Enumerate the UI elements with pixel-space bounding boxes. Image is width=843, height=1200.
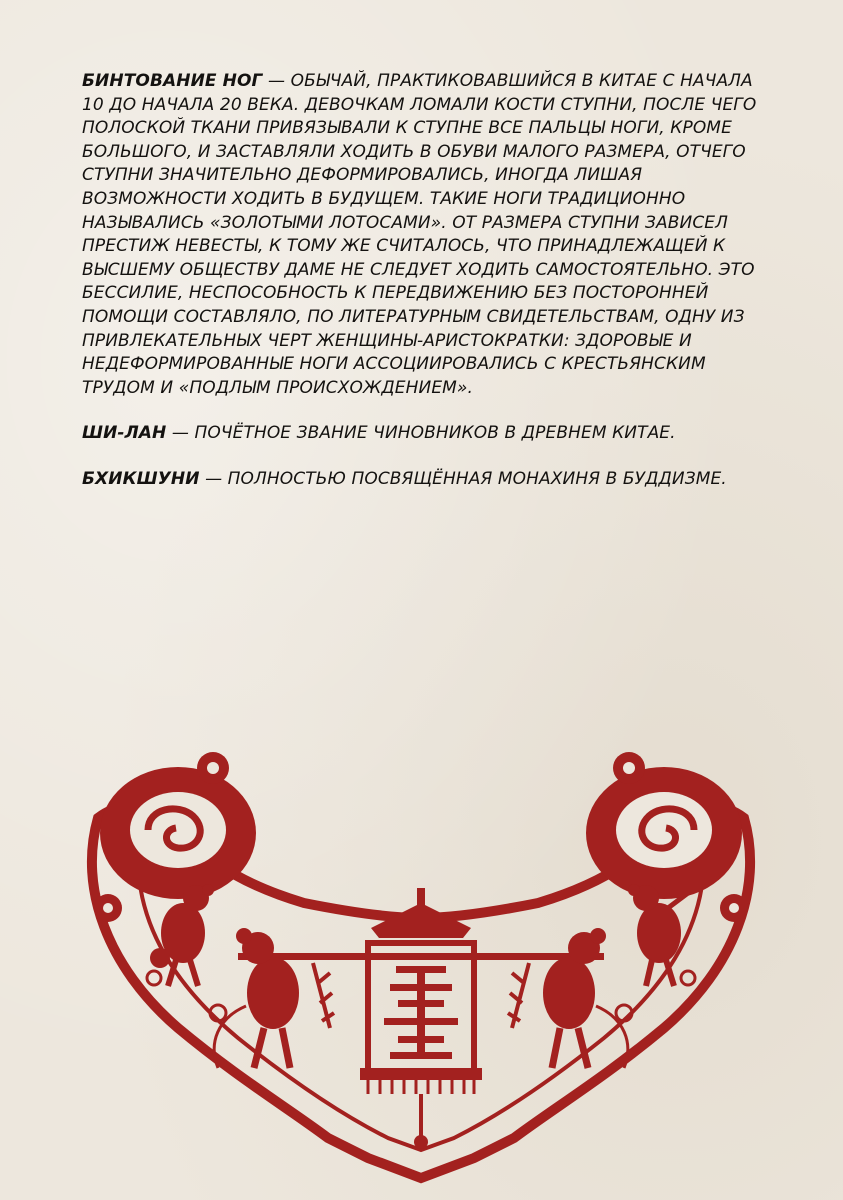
glossary-definition: — ПОЧЁТНОЕ ЗВАНИЕ ЧИНОВНИКОВ В ДРЕВНЕМ КИТАЕ.: [166, 423, 676, 444]
paper-cut-rats-wedding-icon: [68, 738, 774, 1190]
glossary-note-bhikshuni: [82, 468, 772, 492]
glossary-definition: — ОБЫЧАЙ, ПРАКТИКОВАВШИЙСЯ В КИТАЕ С НАЧАЛА 10 ДО НАЧАЛА 20 ВЕКА. ДЕВОЧКАМ ЛОМАЛИ КОСТИ СТУПНИ, ПОСЛЕ ЧЕГО ПОЛОСКОЙ ТКАНИ ПРИВЯЗЫВАЛИ К СТУПНЕ ВСЕ ПАЛЬЦЫ НОГИ, КРОМЕ БОЛЬШОГО, И ЗАСТАВЛЯЛИ ХОДИТЬ В ОБУВИ МАЛОГО РАЗМЕРА, ОТЧЕГО СТУПНИ ЗНАЧИТЕЛЬНО ДЕФОРМИРОВАЛИСЬ, ИНОГДА ЛИШАЯ ВОЗМОЖНОСТИ ХОДИТЬ В БУДУЩЕМ. ТАКИЕ НОГИ ТРАДИЦИОННО НАЗЫВАЛИСЬ «ЗОЛОТЫМИ ЛОТОСАМИ». ОТ РАЗМЕРА СТУПНИ ЗАВИСЕЛ ПРЕСТИЖ НЕВЕСТЫ, К ТОМУ ЖЕ СЧИТАЛОСЬ, ЧТО ПРИНАДЛЕЖАЩЕЙ К ВЫСШЕМУ ОБЩЕСТВУ ДАМЕ НЕ СЛЕДУЕТ ХОДИТЬ САМОСТОЯТЕЛЬНО. ЭТО БЕССИЛИЕ, НЕСПОСОБНОСТЬ К ПЕРЕДВИЖЕНИЮ БЕЗ ПОСТОРОННЕЙ ПОМОЩИ СОСТАВЛЯЛО, ПО ЛИТЕРАТУРНЫМ СВИДЕТЕЛЬСТВАМ, ОДНУ ИЗ ПРИВЛЕКАТЕЛЬНЫХ ЧЕРТ ЖЕНЩИНЫ-АРИСТОКРАТКИ: ЗДОРОВЫЕ И НЕДЕФОРМИРОВАННЫЕ НОГИ АССОЦИИРОВАЛИСЬ С КРЕСТЬЯНСКИМ ТРУДОМ И «ПОДЛЫМ ПРОИСХОЖДЕНИЕМ».: [82, 71, 757, 398]
glossary-definition: — ПОЛНОСТЬЮ ПОСВЯЩЁННАЯ МОНАХИНЯ В БУДДИЗМЕ.: [199, 468, 727, 489]
glossary-term: БИНТОВАНИЕ НОГ: [82, 71, 263, 91]
glossary-notes: [82, 70, 772, 514]
glossary-note-foot-binding: [82, 70, 772, 400]
glossary-note-shi-lan: [82, 422, 772, 446]
glossary-term: БХИКШУНИ: [82, 468, 200, 489]
glossary-term: ШИ-ЛАН: [82, 423, 167, 444]
